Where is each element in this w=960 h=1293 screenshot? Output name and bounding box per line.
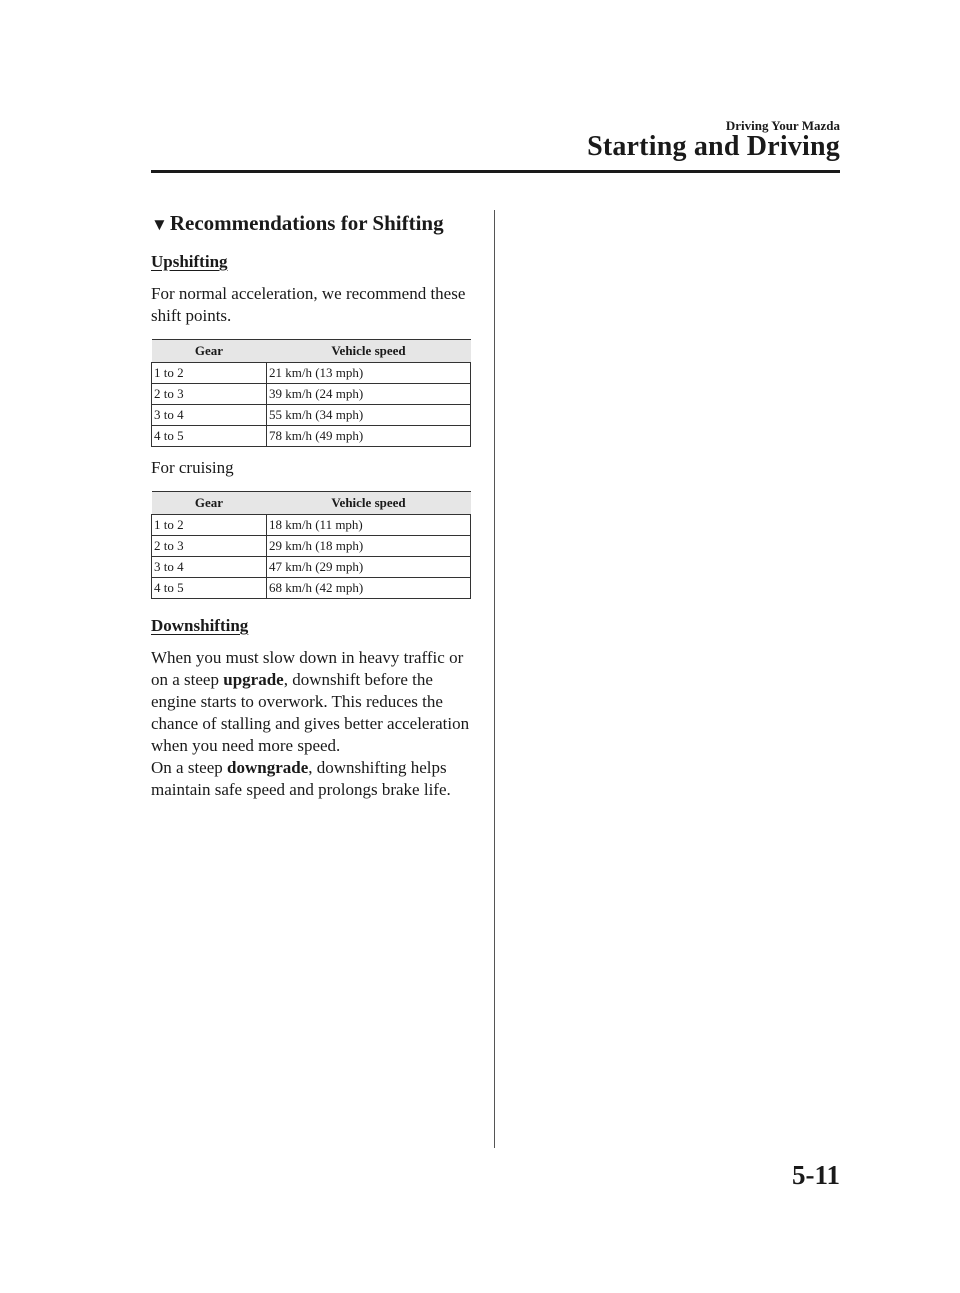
table-row [152, 384, 471, 405]
downshifting-heading: Downshifting [151, 616, 249, 635]
speed-cell: 78 km/h (49 mph) [267, 426, 471, 447]
table-row [152, 405, 471, 426]
gear-cell: 4 to 5 [152, 426, 267, 447]
down-text-part: On a steep [151, 758, 228, 777]
table-row [152, 578, 471, 599]
speed-cell: 29 km/h (18 mph) [267, 536, 471, 557]
gear-cell: 3 to 4 [152, 405, 267, 426]
normal-shift-table [151, 339, 471, 447]
triangle-marker-icon: ▼ [151, 215, 168, 234]
downgrade-term: downgrade [227, 758, 309, 777]
table-row [152, 515, 471, 536]
speed-cell: 39 km/h (24 mph) [267, 384, 471, 405]
down-text-part: , downshift before the engine starts to overwork. This reduces the chance of stalling and gives better acceleration when you need more speed. [151, 670, 470, 755]
table-row [152, 536, 471, 557]
speed-cell: 55 km/h (34 mph) [267, 405, 471, 426]
speed-cell: 21 km/h (13 mph) [267, 363, 471, 384]
speed-cell: 68 km/h (42 mph) [267, 578, 471, 599]
speed-cell: 47 km/h (29 mph) [267, 557, 471, 578]
table-row [152, 426, 471, 447]
upshifting-heading: Upshifting [151, 252, 228, 271]
down-text-part: , downshifting helps maintain safe speed and prolongs brake life. [151, 758, 451, 799]
gear-cell: 3 to 4 [152, 557, 267, 578]
header-rule [151, 170, 840, 173]
col-header-speed: Vehicle speed [267, 340, 471, 363]
col-header-gear: Gear [152, 492, 267, 515]
chapter-label: Driving Your Mazda [725, 118, 840, 133]
upgrade-term: upgrade [223, 670, 284, 689]
table-row [152, 363, 471, 384]
col-header-speed: Vehicle speed [267, 492, 471, 515]
gear-cell: 2 to 3 [152, 384, 267, 405]
section-title: Starting and Driving [587, 131, 840, 162]
gear-cell: 4 to 5 [152, 578, 267, 599]
speed-cell: 18 km/h (11 mph) [267, 515, 471, 536]
cruising-label: For cruising [151, 458, 234, 477]
down-text-part: When you must slow down in heavy traffic or on a steep [151, 648, 464, 689]
upshifting-text: For normal acceleration, we recommend these shift points. [151, 284, 466, 325]
downshifting-text [151, 647, 473, 801]
gear-cell: 1 to 2 [152, 363, 267, 384]
column-divider [494, 210, 495, 1148]
page-heading [151, 208, 473, 240]
col-header-gear: Gear [152, 340, 267, 363]
main-column [151, 208, 473, 801]
gear-cell: 1 to 2 [152, 515, 267, 536]
page-heading-text: Recommendations for Shifting [169, 211, 444, 235]
page-number: 5-11 [791, 1160, 840, 1190]
gear-cell: 2 to 3 [152, 536, 267, 557]
cruising-shift-table [151, 491, 471, 599]
table-row [152, 557, 471, 578]
